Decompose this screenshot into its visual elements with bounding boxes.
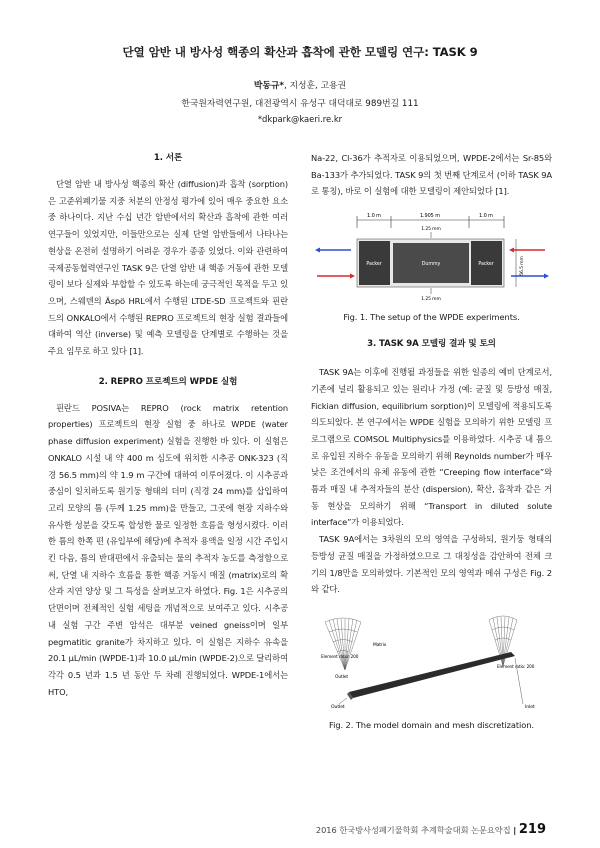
author-line [0,78,600,91]
section-heading-results: 3. TASK 9A 모델링 결과 및 토의 [367,339,496,350]
outlet-label: Outlet [331,704,345,710]
matrix-label: Matrix [373,642,387,648]
paper-title: 단열 암반 내 방사성 핵종의 확산과 흡착에 관한 모델링 연구: TASK 9 [122,45,478,59]
author-email[interactable]: *dkpark@kaeri.re.kr [257,114,343,124]
coauthors: , 지성훈, 고용권 [283,81,347,91]
dim-diameter-label: 56.5 mm [520,256,525,276]
right-column [311,150,552,732]
outlet-label-left: Outlet [335,674,349,680]
packer-right-label: Packer [478,262,494,268]
inlet-label: Inlet [525,704,535,710]
intro-paragraph: 단열 암반 내 방사성 핵종의 확산 (diffusion)과 흡착 (sorption)은 고준위폐기물 지중 처분의 안정성 평가에 있어 매우 중요한 요소 중 하나이다. 지난 수십 년간 암반에서의 확산과 흡착에 관한 여러 연구들이 있었지만, 이들만으로는 실제 단열 암반들에서 나타나는 현상을 온전히 설명하기 어려운 경우가 종종 있었다. 이와 관련하여 국제공동협력연구인 TASK 9은 단열 암반 내 핵종 거동에 관한 모델링이 보다 실제와 부합할 수 있도록 하는데 궁극적인 목적을 두고 있으며, 스웨덴의 Äspö HRL에서 수행된 LTDE-SD 프로젝트와 핀란드의 ONKALO에서 수행된 REPRO 프로젝트의 현장 실험 결과들에 대하여 역산 (inverse) 및 예측 모델링을 단계별로 수행하는 것을 주요 임무로 하고 있다 [1]. [48,179,288,357]
dim-gap-bottom-label: 1.25 mm [421,297,441,303]
dim-mid-label: 1.905 m [419,213,441,220]
section-heading-intro: 1. 서론 [153,153,183,163]
results-paragraph-2: TASK 9A에서는 3차원의 모의 영역을 구성하되, 원기둥 형태의 등방성 균질 매질을 가정하였으므로 그 대칭성을 감안하여 전체 크기의 1/8만을 모의하였다. 기본적인 모의 영역과 메쉬 구성은 Fig. 2와 같다. [311,534,552,595]
footer-separator: | [513,825,517,835]
wpde-setup-diagram [311,208,552,308]
packer-left-label: Packer [366,262,382,268]
repro-paragraph-continued: Na-22, Cl-36가 추적자로 이용되었으며, WPDE-2에서는 Sr-85와 Ba-133가 추가되었다. TASK 9의 첫 번째 단계로서 (이하 TASK 9A로 통칭), 바로 이 실험에 대한 모델링이 제안되었다 [1]. [311,153,552,197]
model-domain-diagram [311,608,552,716]
left-column [48,150,288,700]
element-ratio-left: Element ratio: 200 [321,653,359,659]
domain-cylinder [347,652,515,700]
figure-2 [311,608,552,716]
dim-right-label: 1.0 m [479,213,493,220]
page-number: 219 [518,822,546,837]
dummy-label: Dummy [421,262,441,268]
mesh-fan-left [325,618,361,670]
repro-paragraph: 핀란드 POSIVA는 REPRO (rock matrix retention properties) 프로젝트의 현장 실험 중 하나로 WPDE (water phase diffusion experiment) 실험을 진행한 바 있다. 이 실험은 ONKALO 시설 내 약 400 m 심도에 위치한 시추공 ONK-323 (직경 56.5 mm)의 약 1.9 m 구간에 대하여 이루어졌다. 이 시추공과 중심이 일치하도록 원기둥 형태의 더미 (직경 24 mm)를 삽입하여 고리 모양의 틈 (두께 1.25 mm)을 만들고, 그곳에 현장 지하수와 유사한 성분을 갖도록 합성한 물로 일정한 흐름을 형성시켰다. 이러한 틈의 한쪽 편 (유입부에 해당)에 추적자 용액을 일정 시간 주입시킨 다음, 틈의 반대편에서 유출되는 물의 추적자 농도를 측정함으로써, 단열 내 지하수 흐름을 통한 핵종 거동시 매질 (matrix)로의 확산과 지연 양상 및 그 특성을 살펴보고자 하였다. Fig. 1은 시추공의 단면이며 전체적인 실험 세팅을 개념적으로 보여주고 있다. 시추공 내 실험 구간 주변 암석은 대부분 veined gneiss이며 일부 pegmatitic granite가 차지하고 있다. 이 실험은 지하수 유속을 20.1 μL/min (WPDE-1)과 10.0 μL/min (WPDE-2)으로 달리하여 각각 0.5 년과 1.5 년 동안 두 차례 진행되었다. WPDE-1에서는 HTO, [48,402,288,697]
element-ratio-right: Element ratio: 200 [497,663,535,669]
figure-1-caption: Fig. 1. The setup of the WPDE experiments. [343,312,520,323]
results-paragraph-1: TASK 9A는 이후에 진행될 과정들을 위한 일종의 예비 단계로서, 기존에 널리 활용되고 있는 원리나 가정 (예: 균질 및 등방성 매질, Fickian diffusion, equilibrium sorption)이 모델링에 적용되도록 의도되었다. 본 연구에서는 WPDE 실험을 모의하기 위한 모델링 프로그램으로 COMSOL Multiphysics를 이용하였다. 시추공 내 틈으로 유입된 지하수 유동을 모의하기 위해 Reynolds number가 매우 낮은 조건에서의 유체 유동에 관한 “Creeping flow interface”와 틈과 매질 내 추적자들의 분산 (dispersion), 확산, 흡착과 같은 거동 현상을 모의하기 위해 “Transport in diluted solute interface”가 이용되었다. [311,367,552,528]
affiliation: 한국원자력연구원, 대전광역시 유성구 대덕대로 989번길 111 [181,99,419,109]
figure-1 [311,208,552,308]
dim-left-label: 1.0 m [367,213,381,220]
page-footer [300,822,546,837]
dim-gap-label: 1.25 mm [421,227,441,233]
section-heading-repro: 2. REPRO 프로젝트의 WPDE 실험 [98,376,238,387]
lead-author: 박동규* [253,81,284,91]
footer-text: 2016 한국방사성폐기물학회 추계학술대회 논문요약집 [315,825,511,835]
figure-2-caption: Fig. 2. The model domain and mesh discretization. [329,719,534,730]
